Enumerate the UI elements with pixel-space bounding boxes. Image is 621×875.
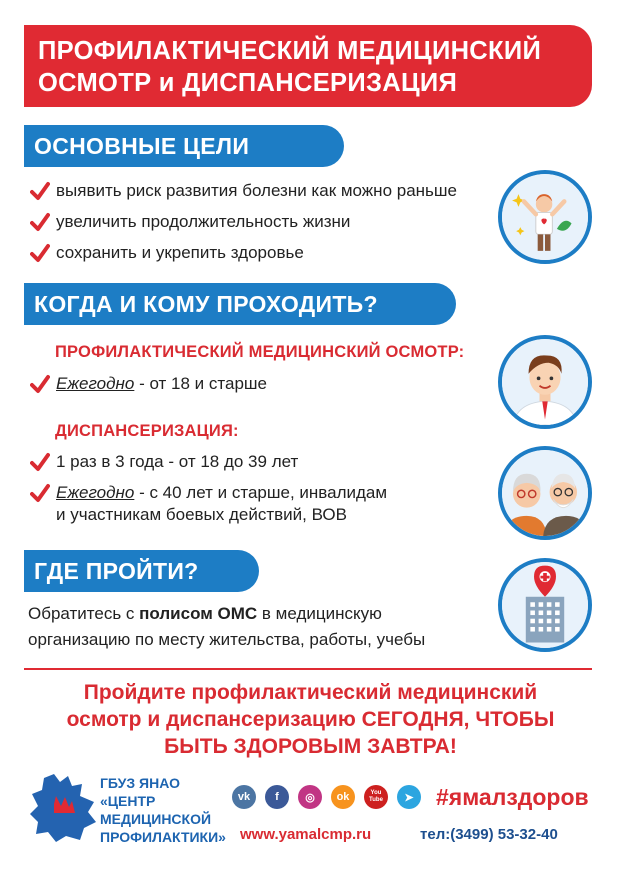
disp-subheading: ДИСПАНСЕРИЗАЦИЯ: <box>55 422 239 440</box>
happy-person-illustration <box>498 170 592 264</box>
checkmark-icon <box>30 212 50 232</box>
telegram-icon[interactable]: ➤ <box>397 785 421 809</box>
title-banner <box>24 25 592 107</box>
elderly-couple-illustration <box>498 446 592 540</box>
facebook-icon[interactable]: f <box>265 785 289 809</box>
divider <box>24 668 592 670</box>
where-text-bold: полисом ОМС <box>139 604 258 623</box>
odnoklassniki-icon[interactable]: ok <box>331 785 355 809</box>
disp-item <box>30 482 387 526</box>
hospital-illustration <box>498 558 592 652</box>
exam-subheading: ПРОФИЛАКТИЧЕСКИЙ МЕДИЦИНСКИЙ ОСМОТР: <box>55 343 465 361</box>
checkmark-icon <box>30 483 50 503</box>
goal-item <box>30 180 457 202</box>
cta-line-3: БЫТЬ ЗДОРОВЫМ ЗАВТРА! <box>164 735 457 758</box>
disp-item <box>30 451 298 473</box>
where-text-line-1 <box>28 603 382 625</box>
disp-item-rest: - с 40 лет и старше, инвалидам <box>134 483 388 502</box>
where-text-pre: Обратитесь с <box>28 604 140 623</box>
cta-line-1: Пройдите профилактический медицинский <box>83 681 538 704</box>
young-man-illustration <box>498 335 592 429</box>
where-heading: ГДЕ ПРОЙТИ? <box>24 550 259 592</box>
disp-item-frequency: Ежегодно <box>56 483 135 502</box>
org-line: ПРОФИЛАКТИКИ» <box>100 829 226 845</box>
goals-heading: ОСНОВНЫЕ ЦЕЛИ <box>24 125 344 167</box>
when-heading: КОГДА И КОМУ ПРОХОДИТЬ? <box>24 283 456 325</box>
where-text-line-2: организацию по месту жительства, работы, учебы <box>28 630 426 649</box>
goal-item-text: сохранить и укрепить здоровье <box>56 243 304 262</box>
exam-item-frequency: Ежегодно <box>56 374 135 393</box>
exam-item-text <box>56 373 267 395</box>
title-line-2: ОСМОТР и ДИСПАНСЕРИЗАЦИЯ <box>38 69 458 97</box>
vk-icon[interactable]: vk <box>232 785 256 809</box>
where-text-post: в медицинскую <box>257 604 382 623</box>
org-line: МЕДИЦИНСКОЙ <box>100 811 212 827</box>
exam-item-rest: - от 18 и старше <box>134 374 267 393</box>
goal-item-text: увеличить продолжительность жизни <box>56 212 351 231</box>
org-line: «ЦЕНТР <box>100 793 156 809</box>
website-link[interactable]: www.yamalcmp.ru <box>240 826 372 843</box>
title-line-1: ПРОФИЛАКТИЧЕСКИЙ МЕДИЦИНСКИЙ <box>38 37 542 65</box>
yamal-map-logo <box>24 768 104 848</box>
goal-item-text: выявить риск развития болезни как можно раньше <box>56 181 457 200</box>
checkmark-icon <box>30 452 50 472</box>
disp-item-line2: и участникам боевых действий, ВОВ <box>56 505 347 524</box>
goal-item <box>30 242 304 264</box>
hashtag: #ямалздоров <box>436 784 589 810</box>
phone-number: тел:(3499) 53-32-40 <box>420 826 558 843</box>
instagram-icon[interactable]: ◎ <box>298 785 322 809</box>
checkmark-icon <box>30 374 50 394</box>
disp-item-text: 1 раз в 3 года - от 18 до 39 лет <box>56 452 299 471</box>
exam-item <box>30 373 267 395</box>
goal-item <box>30 211 350 233</box>
cta-line-2: осмотр и диспансеризацию СЕГОДНЯ, ЧТОБЫ <box>66 708 555 731</box>
org-line: ГБУЗ ЯНАО <box>100 775 181 791</box>
youtube-icon[interactable]: You Tube <box>364 785 388 809</box>
checkmark-icon <box>30 181 50 201</box>
checkmark-icon <box>30 243 50 263</box>
disp-item-text <box>56 482 387 526</box>
